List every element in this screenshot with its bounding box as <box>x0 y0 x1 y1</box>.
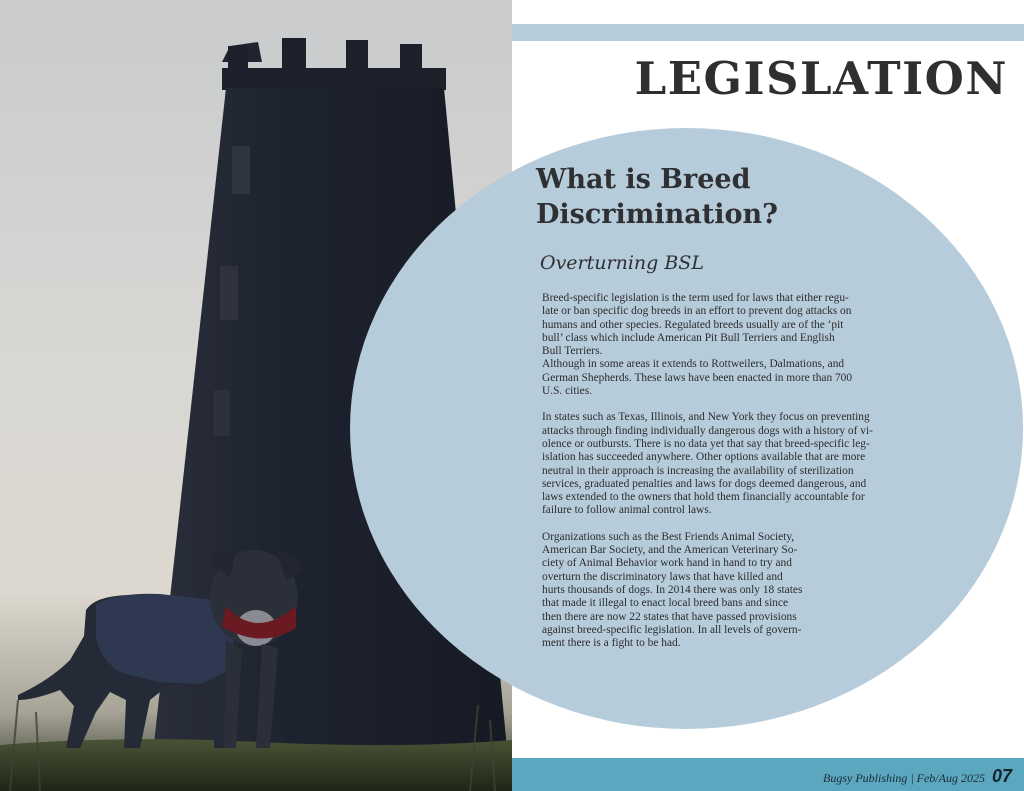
text-line: ciety of Animal Behavior work hand in hand to try and <box>542 557 792 570</box>
headline-line-2: Discrimination? <box>536 199 778 230</box>
text-line: islation has succeeded anywhere. Other options available that are more <box>542 451 866 464</box>
publisher-line: Bugsy Publishing | Feb/Aug 2025 <box>823 771 985 785</box>
text-line: neutral in their approach is increasing the availability of sterilization <box>542 464 854 477</box>
article-subheading: Overturning BSL <box>540 252 704 274</box>
text-line: Although in some areas it extends to Rottweilers, Dalmations, and <box>542 358 845 371</box>
text-line: then there are now 22 states that have passed provisions <box>542 610 797 623</box>
text-line: attacks through finding individually dangerous dogs with a history of vi- <box>542 424 873 437</box>
text-line: bull’ class which include American Pit Bull Terriers and English <box>542 331 835 344</box>
article-header <box>536 162 926 274</box>
text-line: laws extended to the owners that hold them financially accountable for <box>542 491 865 504</box>
text-line: olence or outbursts. There is no data yet that say that breed-specific leg- <box>542 437 870 450</box>
text-line: services, graduated penalties and laws for dogs deemed dangerous, and <box>542 477 867 490</box>
text-line: In states such as Texas, Illinois, and New York they focus on preventing <box>542 411 870 424</box>
article-body <box>542 292 928 650</box>
text-line: German Shepherds. These laws have been enacted in more than 700 <box>542 371 853 384</box>
footer <box>823 766 1012 787</box>
paragraph-3 <box>542 531 928 651</box>
article-headline <box>536 162 926 232</box>
text-line: ment there is a fight to be had. <box>542 637 681 650</box>
page-number: 07 <box>991 766 1012 786</box>
text-line: American Bar Society, and the American Veterinary So- <box>542 544 798 557</box>
section-title: LEGISLATION <box>634 52 1008 105</box>
text-line: Bull Terriers. <box>542 345 603 358</box>
text-line: humans and other species. Regulated breeds usually are of the ‘pit <box>542 318 844 331</box>
paragraph-1 <box>542 292 928 398</box>
paragraph-2 <box>542 411 928 517</box>
text-line: Organizations such as the Best Friends Animal Society, <box>542 530 795 543</box>
text-line: against breed-specific legislation. In all levels of govern- <box>542 623 802 636</box>
text-line: Breed-specific legislation is the term used for laws that either regu- <box>542 292 849 304</box>
headline-line-1: What is Breed <box>536 164 751 195</box>
text-line: overturn the discriminatory laws that have killed and <box>542 570 783 583</box>
text-line: that made it illegal to enact local breed bans and since <box>542 597 789 610</box>
text-line: late or ban specific dog breeds in an effort to prevent dog attacks on <box>542 305 852 318</box>
text-line: failure to follow animal control laws. <box>542 504 712 517</box>
text-line: hurts thousands of dogs. In 2014 there was only 18 states <box>542 583 803 596</box>
top-accent-rule <box>512 24 1024 41</box>
text-line: U.S. cities. <box>542 385 592 398</box>
